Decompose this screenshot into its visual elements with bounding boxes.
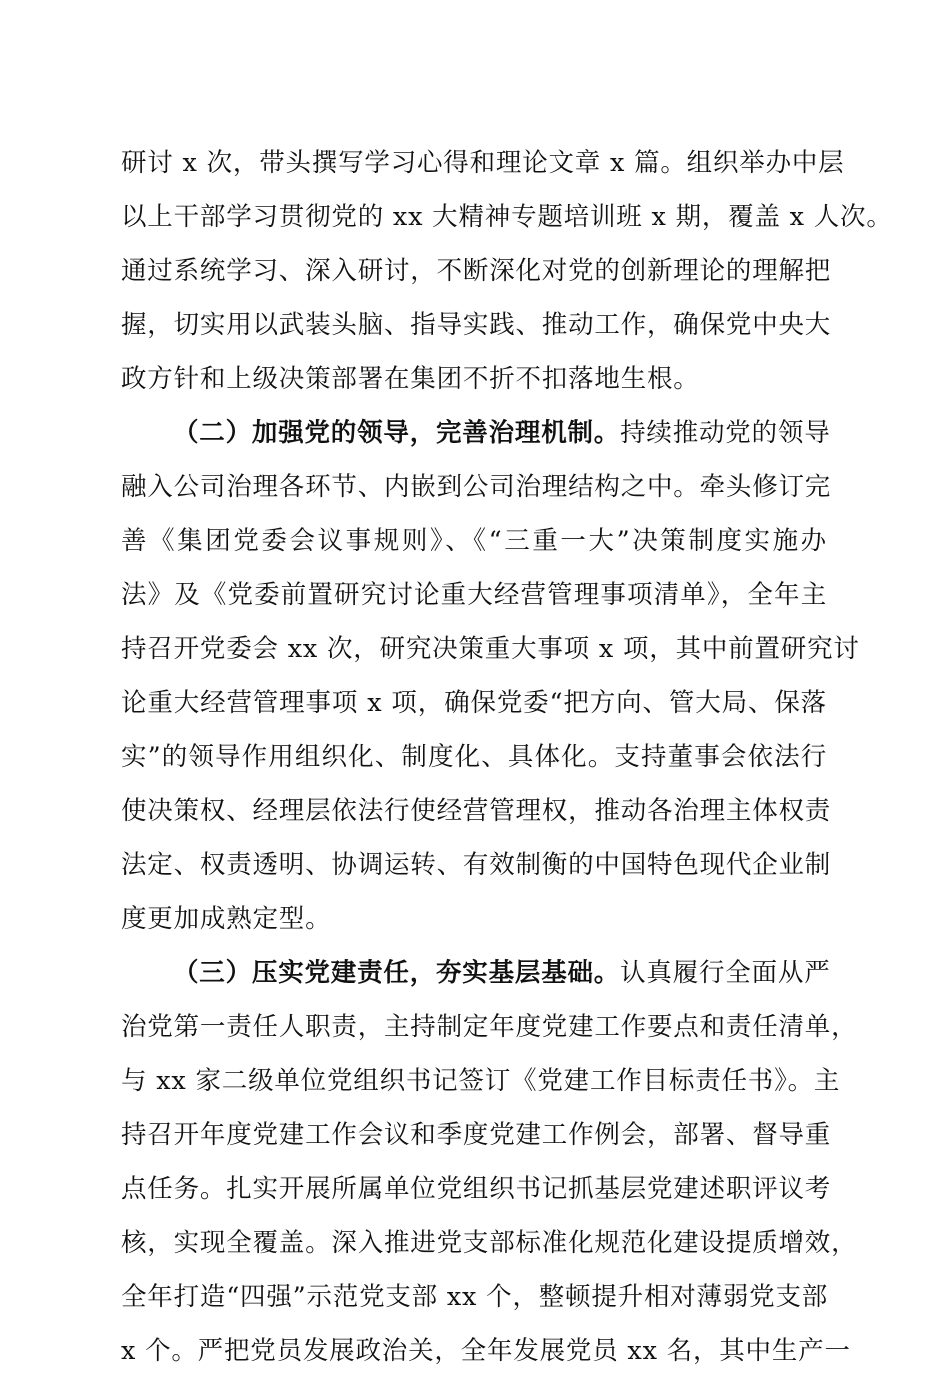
section-heading: （三）压实党建责任，夯实基层基础。 — [173, 958, 621, 988]
text-line: x 个。严把党员发展政治关，全年发展党员 xx 名，其中生产一 — [121, 1336, 851, 1366]
text-line: 核，实现全覆盖。深入推进党支部标准化规范化建设提质增效， — [121, 1228, 858, 1258]
text-line: 以上干部学习贯彻党的 xx 大精神专题培训班 x 期，覆盖 x 人次。 — [121, 202, 893, 232]
text-line: 使决策权、经理层依法行使经营管理权，推动各治理主体权责 — [121, 796, 832, 826]
text-line: 点任务。扎实开展所属单位党组织书记抓基层党建述职评议考 — [121, 1174, 832, 1204]
section-heading: （二）加强党的领导，完善治理机制。 — [173, 418, 621, 448]
section-heading-line — [121, 946, 831, 1000]
text-line: 论重大经营管理事项 x 项，确保党委“把方向、管大局、保落 — [121, 688, 827, 718]
section-heading-line — [121, 406, 831, 460]
text-line: 与 xx 家二级单位党组织书记签订《党建工作目标责任书》。主 — [121, 1066, 841, 1096]
text-line: 握，切实用以武装头脑、指导实践、推动工作，确保党中央大 — [121, 310, 832, 340]
section-first-line-text: 持续推动党的领导 — [620, 418, 831, 448]
text-line: 善《集团党委会议事规则》、《“三重一大”决策制度实施办 — [121, 526, 827, 556]
text-line: 持召开党委会 xx 次，研究决策重大事项 x 项，其中前置研究讨 — [121, 634, 860, 664]
text-line: 法定、权责透明、协调运转、有效制衡的中国特色现代企业制 — [121, 850, 832, 880]
text-line: 研讨 x 次，带头撰写学习心得和理论文章 x 篇。组织举办中层 — [121, 148, 845, 178]
text-line: 政方针和上级决策部署在集团不折不扣落地生根。 — [121, 364, 700, 394]
text-line: 法》及《党委前置研究讨论重大经营管理事项清单》，全年主 — [121, 580, 827, 610]
body-text — [121, 136, 893, 1378]
section-first-line-text: 认真履行全面从严 — [620, 958, 831, 988]
text-line: 融入公司治理各环节、内嵌到公司治理结构之中。牵头修订完 — [121, 472, 832, 502]
text-line: 全年打造“四强”示范党支部 xx 个，整顿提升相对薄弱党支部 — [121, 1282, 829, 1312]
text-line: 通过系统学习、深入研讨，不断深化对党的创新理论的理解把 — [121, 256, 832, 286]
text-line: 实”的领导作用组织化、制度化、具体化。支持董事会依法行 — [121, 742, 827, 772]
text-line: 持召开年度党建工作会议和季度党建工作例会，部署、督导重 — [121, 1120, 832, 1150]
text-line: 度更加成熟定型。 — [121, 904, 332, 934]
text-line: 治党第一责任人职责，主持制定年度党建工作要点和责任清单， — [121, 1012, 858, 1042]
